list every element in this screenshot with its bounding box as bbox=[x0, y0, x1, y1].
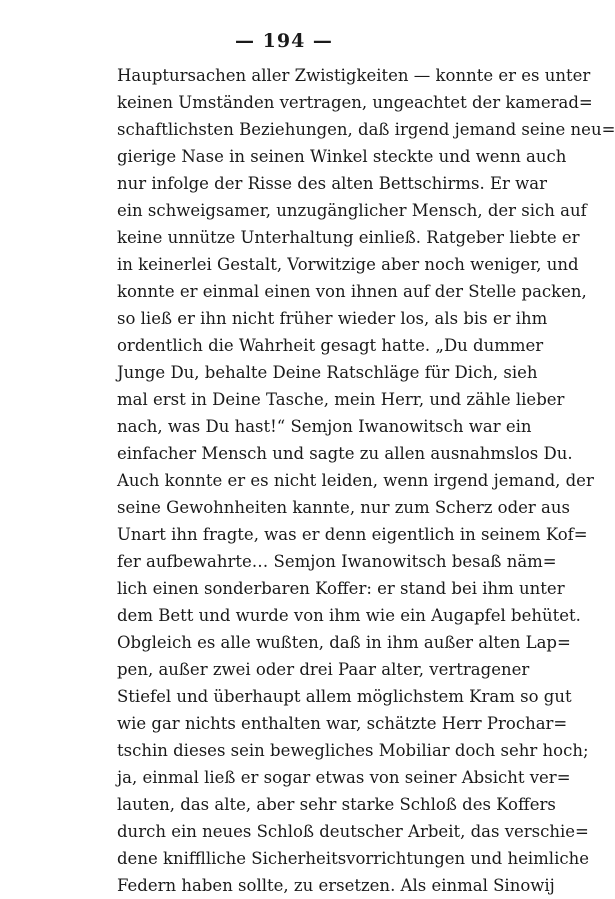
text-line: fer aufbewahrte… Semjon Iwanowitsch besaß näm= bbox=[117, 552, 557, 571]
text-line: ein schweigsamer, unzugänglicher Mensch, der sich auf bbox=[117, 201, 587, 220]
text-line: lauten, das alte, aber sehr starke Schloß des Koffers bbox=[117, 795, 556, 814]
text-line: keine unnütze Unterhaltung einließ. Ratgeber liebte er bbox=[117, 228, 580, 247]
text-line: dem Bett und wurde von ihm wie ein Augapfel behütet. bbox=[117, 606, 581, 625]
text-line: Obgleich es alle wußten, daß in ihm außer alten Lap= bbox=[117, 633, 571, 652]
text-line: gierige Nase in seinen Winkel steckte und wenn auch bbox=[117, 147, 567, 166]
page-number: — 194 — bbox=[235, 30, 333, 52]
text-line: so ließ er ihn nicht früher wieder los, als bis er ihm bbox=[117, 309, 548, 328]
text-line: keinen Umständen vertragen, ungeachtet der kamerad= bbox=[117, 93, 593, 112]
text-line: mal erst in Deine Tasche, mein Herr, und zähle lieber bbox=[117, 390, 565, 409]
text-line: konnte er einmal einen von ihnen auf der Stelle packen, bbox=[117, 282, 587, 301]
text-line: tschin dieses sein bewegliches Mobiliar doch sehr hoch; bbox=[117, 741, 589, 760]
text-line: wie gar nichts enthalten war, schätzte Herr Prochar= bbox=[117, 714, 568, 733]
text-line: nur infolge der Risse des alten Bettschirms. Er war bbox=[117, 174, 547, 193]
text-line: Hauptursachen aller Zwistigkeiten — konnte er es unter bbox=[117, 66, 591, 85]
text-line: in keinerlei Gestalt, Vorwitzige aber noch weniger, und bbox=[117, 255, 579, 274]
text-line: Junge Du, behalte Deine Ratschläge für Dich, sieh bbox=[117, 363, 538, 382]
text-line: lich einen sonderbaren Koffer: er stand bei ihm unter bbox=[117, 579, 565, 598]
text-line: einfacher Mensch und sagte zu allen ausnahmslos Du. bbox=[117, 444, 573, 463]
text-line: Federn haben sollte, zu ersetzen. Als einmal Sinowij bbox=[117, 876, 555, 895]
text-line: dene knifflliche Sicherheitsvorrichtungen und heimliche bbox=[117, 849, 589, 868]
text-line: pen, außer zwei oder drei Paar alter, vertragener bbox=[117, 660, 530, 679]
text-line: Stiefel und überhaupt allem möglichstem Kram so gut bbox=[117, 687, 572, 706]
text-line: ordentlich die Wahrheit gesagt hatte. „Du dummer bbox=[117, 336, 544, 355]
text-line: ja, einmal ließ er sogar etwas von seiner Absicht ver= bbox=[117, 768, 571, 787]
text-line: nach, was Du hast!“ Semjon Iwanowitsch war ein bbox=[117, 417, 532, 436]
text-line: durch ein neues Schloß deutscher Arbeit, das verschie= bbox=[117, 822, 589, 841]
body-text bbox=[117, 62, 615, 899]
text-line: Unart ihn fragte, was er denn eigentlich in seinem Kof= bbox=[117, 525, 588, 544]
text-line: seine Gewohnheiten kannte, nur zum Scherz oder aus bbox=[117, 498, 570, 517]
text-line: schaftlichsten Beziehungen, daß irgend jemand seine neu= bbox=[117, 120, 615, 139]
text-line: Auch konnte er es nicht leiden, wenn irgend jemand, der bbox=[117, 471, 594, 490]
